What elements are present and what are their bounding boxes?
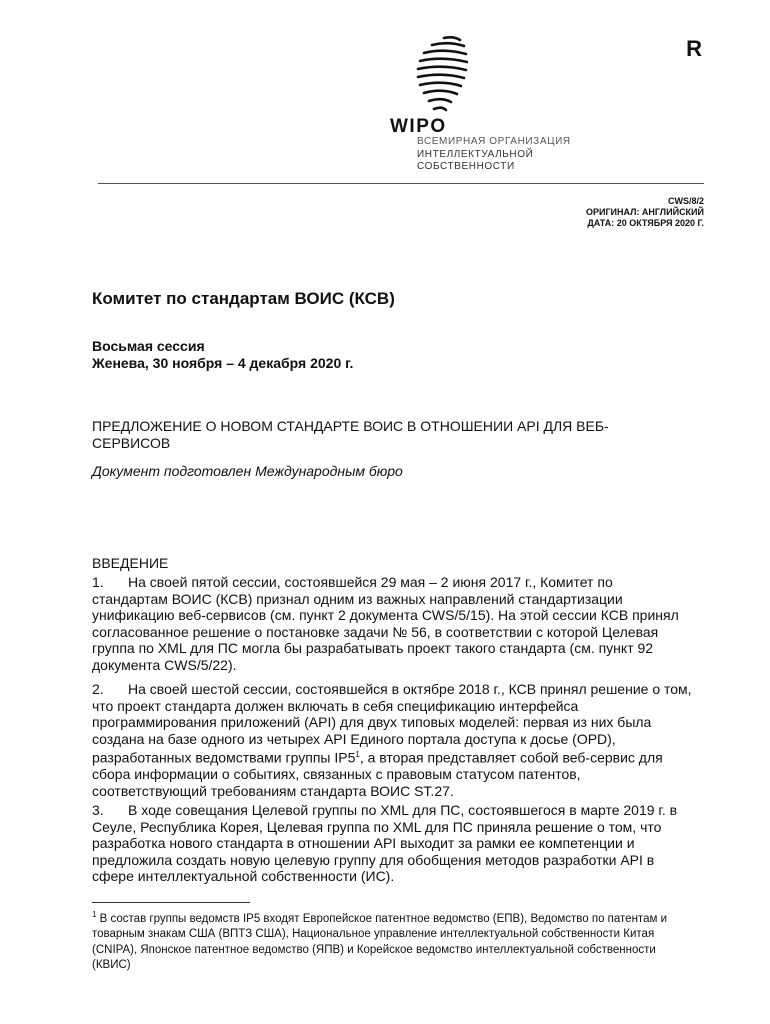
paragraph-text-continued: , а вторая представляет собой веб-сервис для сбора информации о событиях, связанных с правовым статусом патентов, соответствующий требованиям стандарта ВОИС ST.27. — [92, 749, 663, 799]
paragraph-2 — [92, 681, 692, 799]
session-name: Восьмая сессия — [92, 338, 205, 354]
session-place-date: Женева, 30 ноября – 4 декабря 2020 г. — [92, 355, 354, 371]
paragraph-text: На своей шестой сессии, состоявшейся в октябре 2018 г., КСВ принял решение о том, что проект стандарта должен включать в себя спецификацию интерфейса программирования приложений (API) для двух типовых моделей: первая из них была создана на базе одного из четырех API Единого портала доступа к досье (OPD), разработанных ведомствами группы IP5 — [92, 681, 692, 766]
organization-name — [417, 136, 571, 174]
paragraph-text: В ходе совещания Целевой группы по XML для ПС, состоявшегося в марте 2019 г. в Сеуле, Республика Корея, Целевая группа по XML для ПС приняла решение о том, что разработка нового стандарта в отношении API выходит за рамки ее компетенции и предложила создать новую целевую группу для обобщения методов разработки API в сфере интеллектуальной собственности (ИС). — [92, 802, 678, 884]
section-heading: ВВЕДЕНИЕ — [92, 555, 169, 571]
document-date: ДАТА: 20 ОКТЯБРЯ 2020 Г. — [587, 218, 704, 228]
session-info — [92, 338, 353, 372]
wipo-wordmark: WIPO — [390, 116, 447, 137]
header-divider — [98, 183, 704, 184]
paragraph-number: 3. — [92, 802, 104, 818]
original-language: ОРИГИНАЛ: АНГЛИЙСКИЙ — [585, 207, 704, 217]
document-meta — [586, 196, 704, 229]
footnote — [92, 907, 682, 974]
committee-title: Комитет по стандартам ВОИС (КСВ) — [92, 289, 395, 308]
paragraph-text: На своей пятой сессии, состоявшейся 29 мая – 2 июня 2017 г., Комитет по стандартам ВОИС (КСВ) признал одним из важных направлений стандартизации унификацию веб-сервисов (см. пункт 2 документа CWS/5/15). На этой сессии КСВ принял согласованное решение о постановке задачи № 56, в соответствии с которой Целевая группа по XML для ПС могла бы разрабатывать проект такого стандарта (см. пункт 92 документа CWS/5/22). — [92, 574, 679, 673]
footnote-marker: 1 — [92, 910, 97, 919]
document-code: CWS/8/2 — [667, 196, 704, 206]
org-line-3: СОБСТВЕННОСТИ — [417, 161, 515, 172]
footnote-text: В состав группы ведомств IP5 входят Европейское патентное ведомство (ЕПВ), Ведомство по патентам и товарным знакам США (ВПТЗ США), Национальное управление интеллектуальной собственности Китая (CNIPA), Японское патентное ведомство (ЯПВ) и Корейское ведомство интеллектуальной собственности (КВИС) — [92, 912, 667, 972]
paragraph-number: 1. — [92, 574, 104, 590]
wipo-logo — [390, 32, 620, 182]
org-line-2: ИНТЕЛЛЕКТУАЛЬНОЙ — [417, 148, 534, 160]
language-code: R — [686, 36, 702, 61]
document-title: ПРЕДЛОЖЕНИЕ О НОВОМ СТАНДАРТЕ ВОИС В ОТНОШЕНИИ API ДЛЯ ВЕБ-СЕРВИСОВ — [92, 418, 609, 451]
paragraph-3 — [92, 802, 692, 885]
footnote-reference[interactable]: 1 — [355, 750, 360, 759]
footnote-divider — [92, 902, 250, 903]
org-line-1: ВСЕМИРНАЯ ОРГАНИЗАЦИЯ — [417, 136, 571, 147]
wipo-globe-icon — [414, 32, 468, 122]
paragraph-1 — [92, 574, 692, 673]
prepared-by: Документ подготовлен Международным бюро — [92, 463, 403, 479]
paragraph-number: 2. — [92, 681, 104, 697]
